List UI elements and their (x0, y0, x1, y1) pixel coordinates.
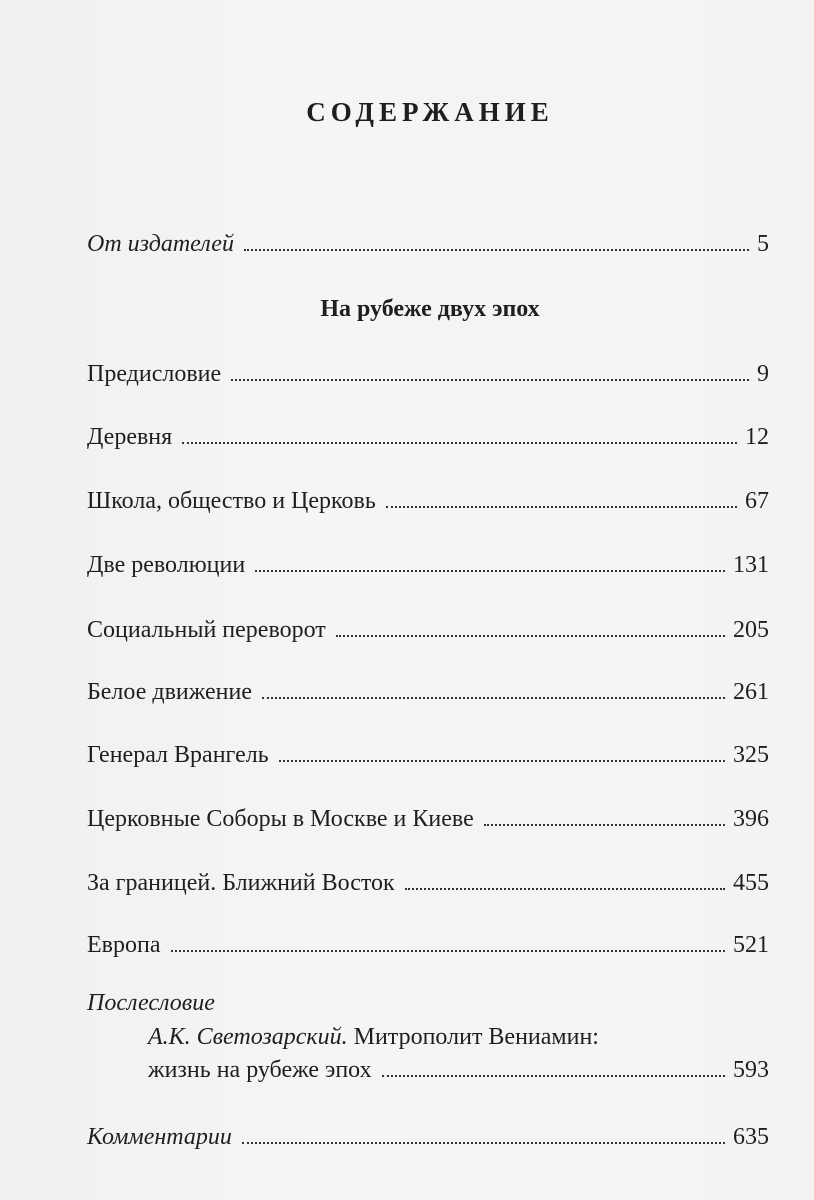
toc-entry-label: За границей. Ближний Восток (87, 870, 395, 896)
dot-leader (382, 1075, 725, 1077)
dot-leader (405, 888, 725, 890)
dot-leader (484, 824, 725, 826)
dot-leader (182, 442, 737, 444)
toc-entry-page: 635 (733, 1124, 769, 1150)
afterword-author: А.К. Светозарский. (148, 1024, 348, 1050)
toc-entry (87, 932, 769, 966)
toc-entry-label: Две революции (87, 552, 246, 578)
toc-entry-afterword (148, 1057, 769, 1091)
toc-entry (87, 361, 769, 395)
toc-entry-page: 131 (733, 552, 769, 578)
dot-leader (262, 697, 725, 699)
toc-entry (87, 806, 769, 840)
section-title: На рубеже двух эпох (320, 296, 540, 322)
toc-entry-page: 205 (733, 617, 769, 643)
toc-entry-page: 261 (733, 679, 769, 705)
toc-entry-page: 455 (733, 870, 769, 896)
afterword-title-line1 (148, 1024, 599, 1051)
toc-entry-label: Белое движение (87, 679, 252, 705)
toc-entry-publishers (87, 231, 769, 265)
toc-entry-page: 5 (757, 231, 769, 257)
toc-entry (87, 424, 769, 458)
toc-entry-label: Социальный переворот (87, 617, 326, 643)
afterword-title: Митрополит Вениамин: (353, 1024, 599, 1050)
toc-entry-page: 396 (733, 806, 769, 832)
dot-leader (279, 760, 725, 762)
dot-leader (244, 249, 749, 251)
toc-entry-page: 521 (733, 932, 769, 958)
toc-entry-page: 593 (733, 1057, 769, 1083)
dot-leader (386, 506, 737, 508)
toc-entry-label: жизнь на рубеже эпох (148, 1057, 372, 1083)
toc-entry-page: 12 (745, 424, 769, 450)
toc-entry-label: Церковные Соборы в Москве и Киеве (87, 806, 474, 832)
dot-leader (336, 635, 725, 637)
toc-entry-page: 325 (733, 742, 769, 768)
toc-entry (87, 617, 769, 651)
toc-entry-label: От издателей (87, 231, 234, 257)
toc-entry-comments (87, 1124, 769, 1158)
toc-entry (87, 742, 769, 776)
toc-entry-label: Деревня (87, 424, 173, 450)
toc-entry-label: Европа (87, 932, 161, 958)
toc-entry-label: Комментарии (87, 1124, 232, 1150)
dot-leader (242, 1142, 725, 1144)
toc-entry-label: Школа, общество и Церковь (87, 488, 376, 514)
dot-leader (171, 950, 726, 952)
toc-entry-page: 67 (745, 488, 769, 514)
toc-entry (87, 552, 769, 586)
toc-entry-page: 9 (757, 361, 769, 387)
toc-entry (87, 488, 769, 522)
toc-entry (87, 870, 769, 904)
toc-entry-label: Предисловие (87, 361, 222, 387)
afterword-heading: Послесловие (87, 990, 215, 1016)
dot-leader (231, 379, 749, 381)
toc-entry (87, 679, 769, 713)
dot-leader (255, 570, 725, 572)
toc-entry-label: Генерал Врангель (87, 742, 269, 768)
page-title: СОДЕРЖАНИЕ (306, 97, 554, 127)
